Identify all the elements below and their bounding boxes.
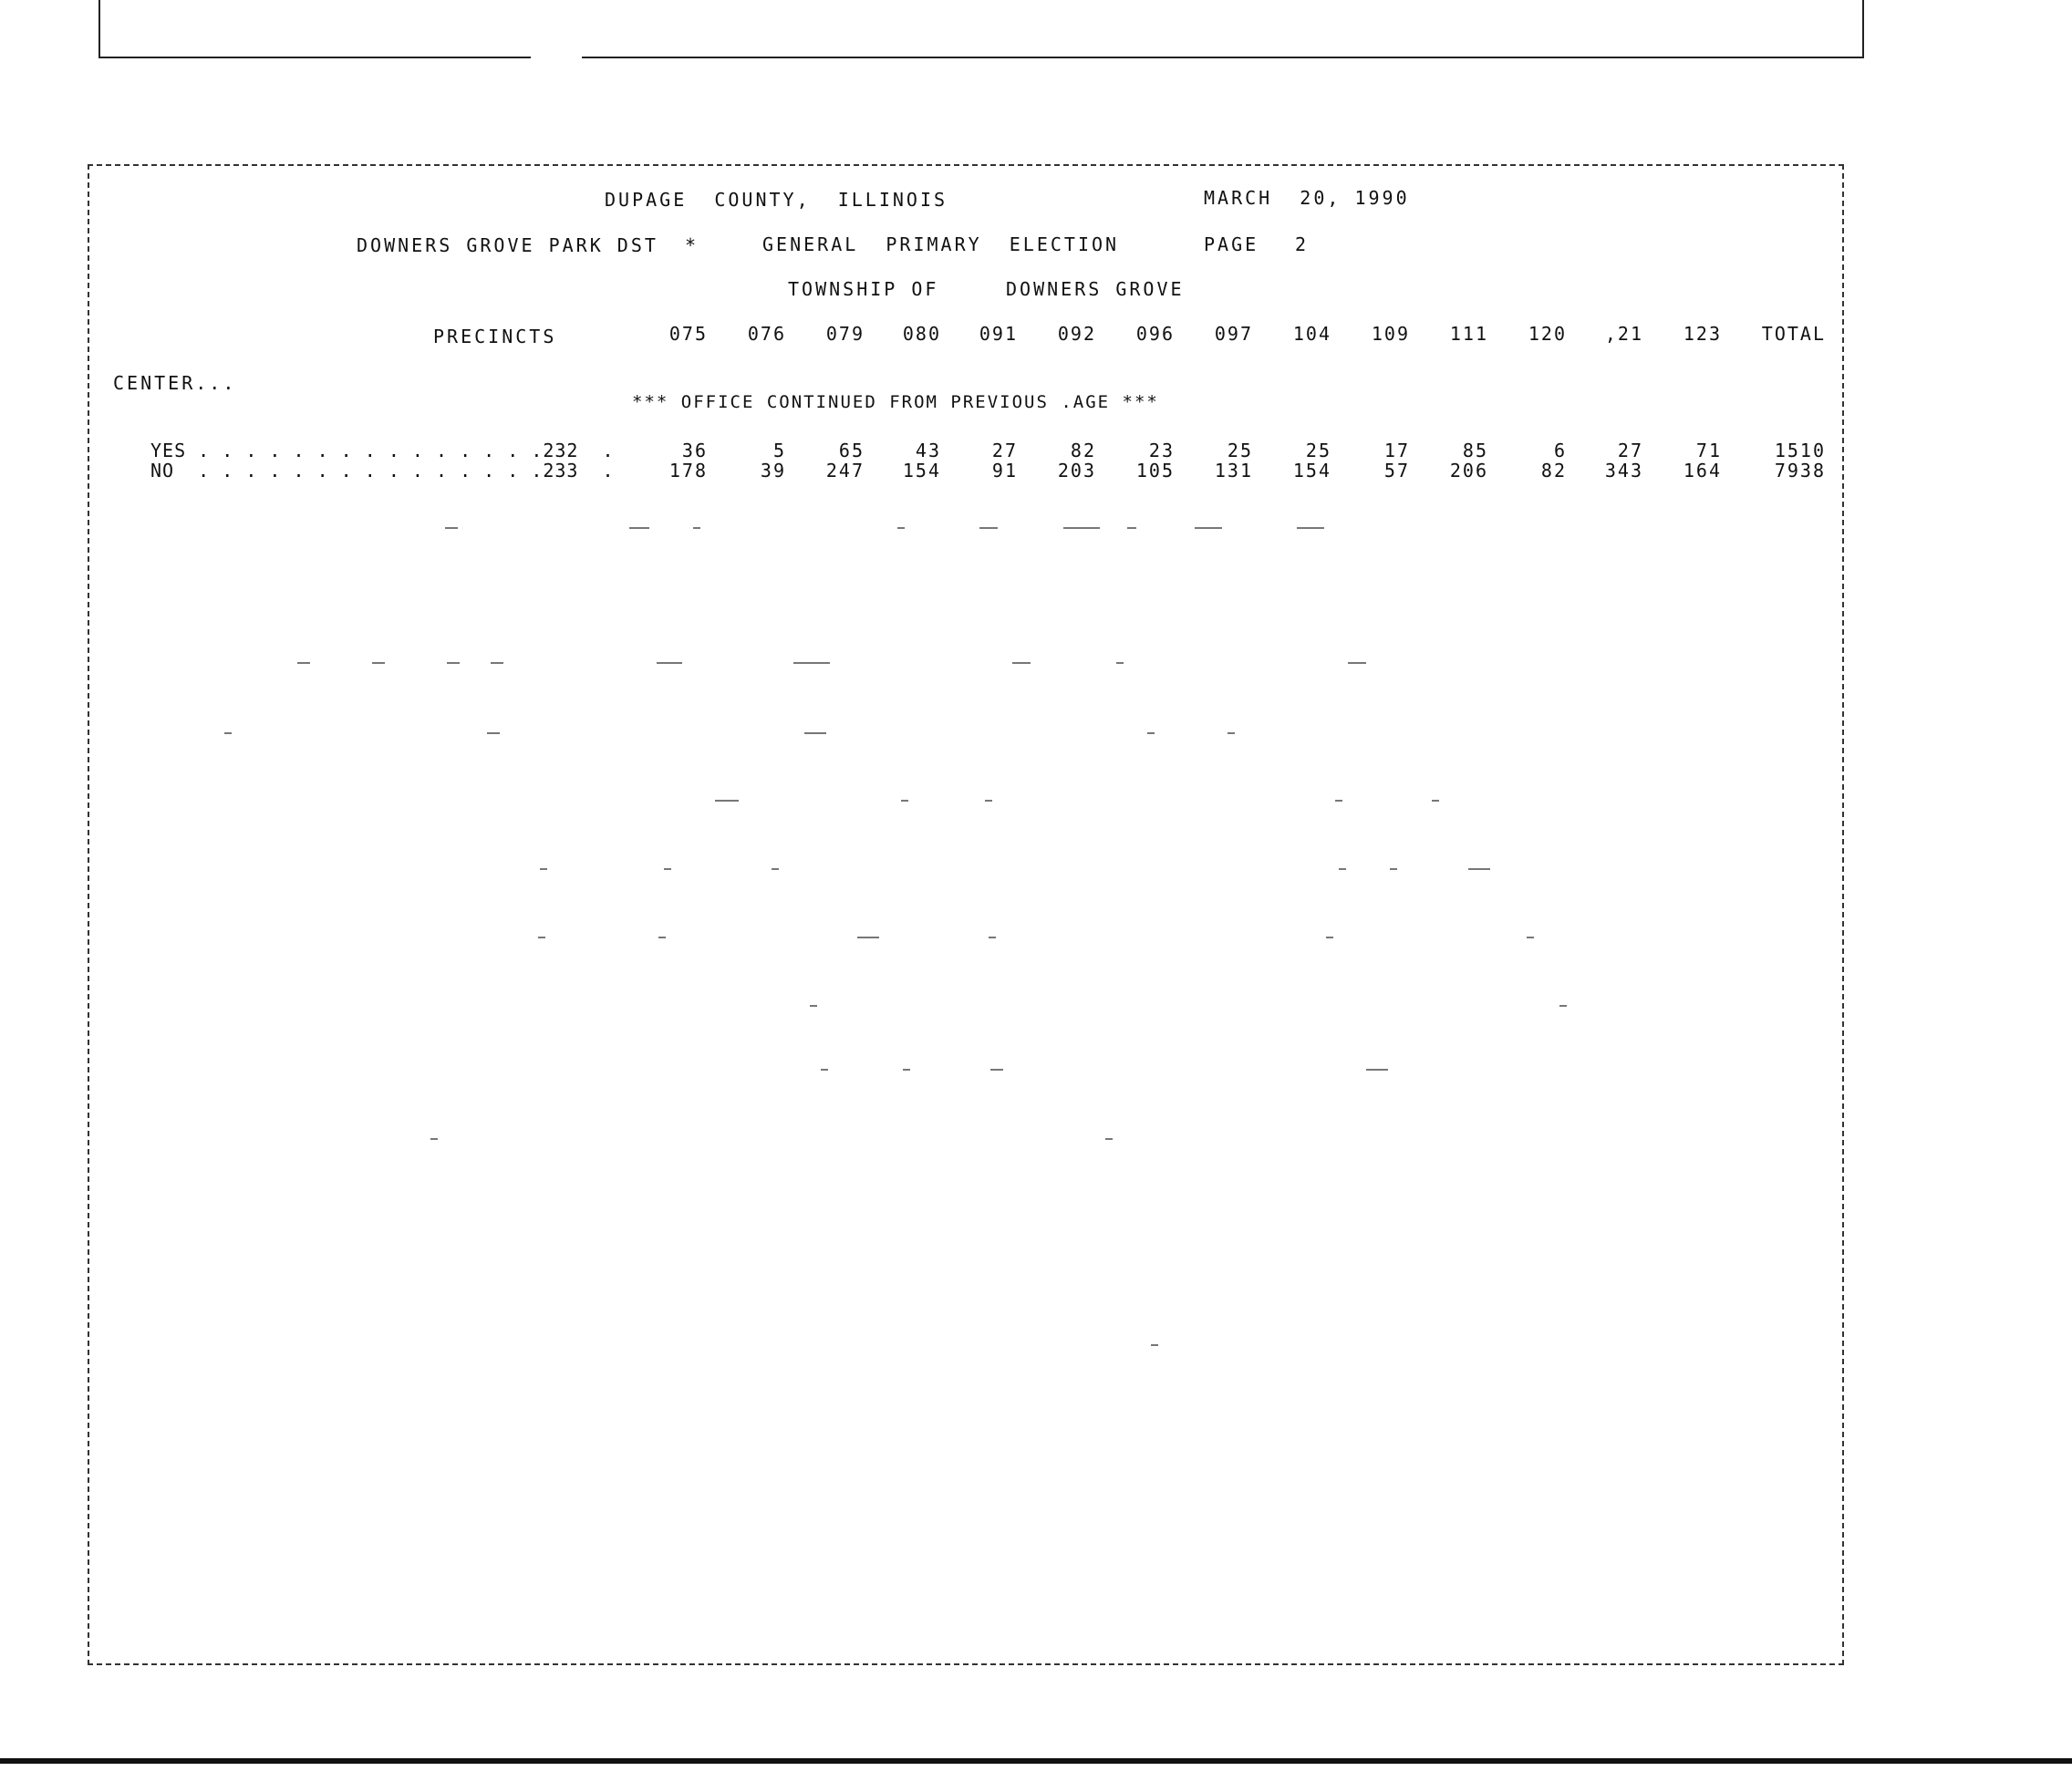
scan-speck bbox=[1390, 868, 1397, 870]
continued-note: *** OFFICE CONTINUED FROM PREVIOUS .AGE *** bbox=[632, 392, 1159, 412]
row-value: 131 bbox=[1214, 460, 1253, 482]
row-value: 17 bbox=[1383, 440, 1410, 461]
column-header: ,21 bbox=[1604, 323, 1643, 345]
office-name: CENTER... bbox=[113, 372, 237, 394]
column-header: 080 bbox=[902, 323, 941, 345]
scan-speck bbox=[693, 527, 700, 529]
scan-speck bbox=[1559, 1005, 1567, 1007]
row-label: NO . . . . . . . . . . . . . . .233 . bbox=[150, 460, 615, 482]
row-value: 25 bbox=[1227, 440, 1253, 461]
scan-speck bbox=[224, 732, 232, 734]
row-value: 57 bbox=[1383, 460, 1410, 482]
column-header: 097 bbox=[1214, 323, 1253, 345]
row-value: 1510 bbox=[1774, 440, 1826, 461]
row-value: 164 bbox=[1683, 460, 1722, 482]
scan-speck bbox=[447, 662, 460, 664]
scan-speck bbox=[1348, 662, 1366, 664]
scan-speck bbox=[1468, 868, 1490, 870]
scan-speck bbox=[903, 1069, 910, 1071]
scan-speck bbox=[1326, 937, 1333, 938]
scan-speck bbox=[540, 868, 547, 870]
row-value: 71 bbox=[1695, 440, 1722, 461]
scan-speck bbox=[979, 527, 998, 529]
scan-speck bbox=[990, 1069, 1003, 1071]
scan-speck bbox=[1151, 1344, 1158, 1346]
scan-speck bbox=[897, 527, 905, 529]
row-value: 82 bbox=[1540, 460, 1567, 482]
column-header: 079 bbox=[825, 323, 865, 345]
scan-speck bbox=[1432, 800, 1439, 802]
county-title: DUPAGE COUNTY, ILLINOIS bbox=[605, 189, 948, 211]
scan-speck bbox=[989, 937, 996, 938]
column-header: 104 bbox=[1292, 323, 1331, 345]
township-of-label: TOWNSHIP OF bbox=[788, 278, 939, 300]
row-value: 154 bbox=[902, 460, 941, 482]
top-frame-gap bbox=[531, 51, 582, 62]
column-header: 076 bbox=[747, 323, 786, 345]
scan-speck bbox=[372, 662, 385, 664]
scan-speck bbox=[430, 1138, 438, 1140]
row-value: 203 bbox=[1057, 460, 1096, 482]
scan-speck bbox=[297, 662, 310, 664]
row-value: 65 bbox=[838, 440, 865, 461]
row-value: 23 bbox=[1148, 440, 1175, 461]
scan-speck bbox=[1127, 527, 1136, 529]
row-value: 178 bbox=[668, 460, 708, 482]
election-title: GENERAL PRIMARY ELECTION bbox=[762, 233, 1120, 255]
row-value: 36 bbox=[681, 440, 708, 461]
column-header: 111 bbox=[1449, 323, 1488, 345]
row-value: 343 bbox=[1604, 460, 1643, 482]
scan-speck bbox=[657, 662, 682, 664]
scan-speck bbox=[445, 527, 458, 529]
bottom-rule bbox=[0, 1758, 2072, 1764]
row-value: 85 bbox=[1462, 440, 1488, 461]
scan-speck bbox=[538, 937, 545, 938]
scan-speck bbox=[985, 800, 992, 802]
scan-speck bbox=[491, 662, 503, 664]
column-header: 109 bbox=[1371, 323, 1410, 345]
row-value: 82 bbox=[1070, 440, 1096, 461]
scan-speck bbox=[715, 800, 739, 802]
column-header: TOTAL bbox=[1761, 323, 1826, 345]
column-header: 123 bbox=[1683, 323, 1722, 345]
row-value: 247 bbox=[825, 460, 865, 482]
scan-speck bbox=[1339, 868, 1346, 870]
scan-speck bbox=[857, 937, 879, 938]
row-value: 105 bbox=[1135, 460, 1175, 482]
row-value: 7938 bbox=[1774, 460, 1826, 482]
column-header: 120 bbox=[1528, 323, 1567, 345]
scan-speck bbox=[821, 1069, 828, 1071]
scan-speck bbox=[664, 868, 671, 870]
scan-speck bbox=[487, 732, 500, 734]
report-frame bbox=[88, 164, 1844, 1665]
scan-speck bbox=[1228, 732, 1235, 734]
scan-speck bbox=[804, 732, 826, 734]
page-label: PAGE bbox=[1204, 233, 1259, 255]
scan-speck bbox=[629, 527, 649, 529]
scan-speck bbox=[1195, 527, 1222, 529]
column-header: 096 bbox=[1135, 323, 1175, 345]
scan-speck bbox=[1335, 800, 1342, 802]
row-value: 43 bbox=[915, 440, 941, 461]
page-number: 2 bbox=[1295, 233, 1310, 255]
scan-speck bbox=[658, 937, 666, 938]
scan-speck bbox=[810, 1005, 817, 1007]
row-value: 25 bbox=[1305, 440, 1331, 461]
row-value: 91 bbox=[991, 460, 1018, 482]
election-date: MARCH 20, 1990 bbox=[1204, 187, 1410, 209]
scan-speck bbox=[772, 868, 779, 870]
scan-speck bbox=[793, 662, 830, 664]
row-value: 6 bbox=[1553, 440, 1567, 461]
star-marker: * bbox=[685, 234, 699, 256]
township-name: DOWNERS GROVE bbox=[1006, 278, 1185, 300]
row-value: 206 bbox=[1449, 460, 1488, 482]
scan-speck bbox=[1063, 527, 1100, 529]
scan-speck bbox=[1012, 662, 1031, 664]
scan-speck bbox=[1366, 1069, 1388, 1071]
column-header: 092 bbox=[1057, 323, 1096, 345]
scan-speck bbox=[1527, 937, 1534, 938]
row-value: 39 bbox=[760, 460, 786, 482]
scan-speck bbox=[1147, 732, 1155, 734]
scan-speck bbox=[1105, 1138, 1113, 1140]
precincts-label: PRECINCTS bbox=[433, 326, 557, 347]
row-value: 5 bbox=[772, 440, 786, 461]
district-name: DOWNERS GROVE PARK DST bbox=[357, 234, 658, 256]
column-header: 091 bbox=[979, 323, 1018, 345]
scan-speck bbox=[901, 800, 908, 802]
top-frame bbox=[98, 0, 1864, 58]
scan-speck bbox=[1116, 662, 1124, 664]
row-value: 154 bbox=[1292, 460, 1331, 482]
row-value: 27 bbox=[991, 440, 1018, 461]
row-value: 27 bbox=[1617, 440, 1643, 461]
row-label: YES . . . . . . . . . . . . . . .232 . bbox=[150, 440, 615, 461]
scan-speck bbox=[1297, 527, 1324, 529]
column-header: 075 bbox=[668, 323, 708, 345]
